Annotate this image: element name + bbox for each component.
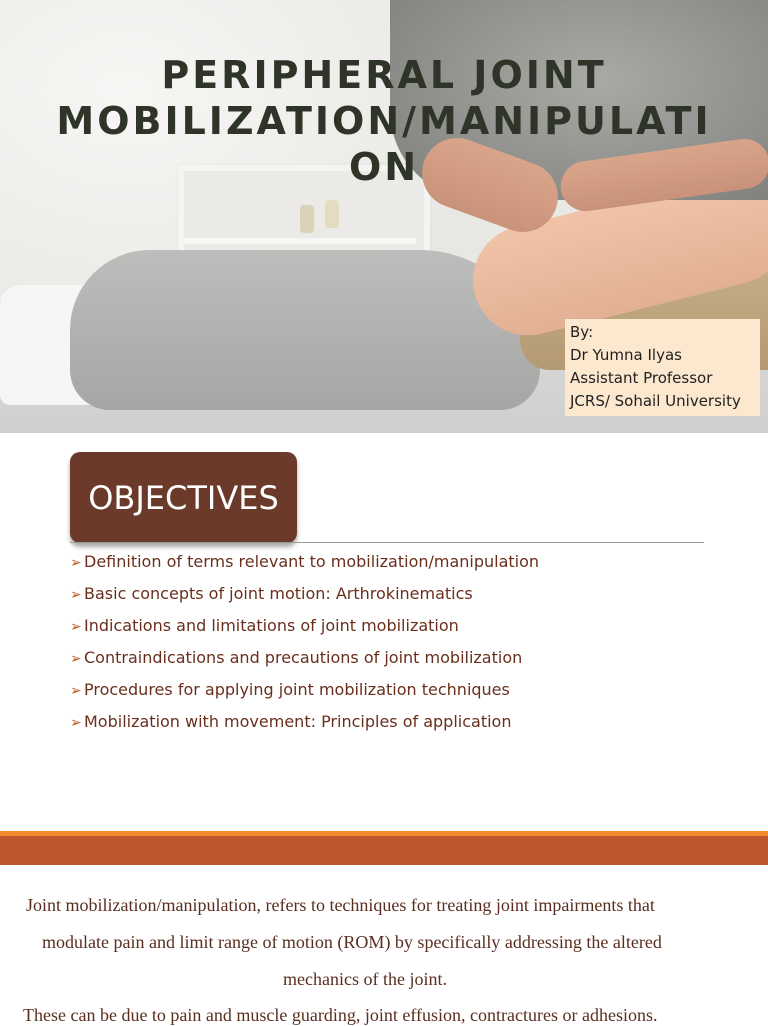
- author-info-box: [565, 319, 760, 416]
- arrow-bullet-icon: ➢: [70, 619, 82, 635]
- list-item: [70, 678, 539, 710]
- definition-line: Joint mobilization/manipulation, refers to techniques for treating joint impairments that: [26, 895, 655, 915]
- author-name: Dr Yumna Ilyas: [570, 346, 682, 364]
- list-item: [70, 710, 539, 742]
- objective-text: Basic concepts of joint motion: Arthrokinematics: [84, 584, 473, 603]
- objective-text: Contraindications and precautions of joint mobilization: [84, 648, 523, 667]
- slide-title-line: ON: [348, 145, 420, 189]
- list-item: [70, 646, 539, 678]
- objectives-heading: OBJECTIVES: [70, 452, 297, 543]
- list-item: [70, 582, 539, 614]
- slide-title-line: PERIPHERAL JOINT: [161, 53, 607, 97]
- definition-line: mechanics of the joint.: [283, 969, 447, 989]
- bottle-image: [325, 200, 339, 228]
- author-role: Assistant Professor: [570, 369, 713, 387]
- arrow-bullet-icon: ➢: [70, 555, 82, 571]
- arrow-bullet-icon: ➢: [70, 683, 82, 699]
- author-affiliation: JCRS/ Sohail University: [570, 392, 741, 410]
- list-item: [70, 614, 539, 646]
- patient-pants: [70, 250, 540, 410]
- definition-slide: [0, 865, 768, 1024]
- definition-line: These can be due to pain and muscle guarding, joint effusion, contractures or adhesions.: [23, 1005, 658, 1025]
- arrow-bullet-icon: ➢: [70, 715, 82, 731]
- author-by-label: By:: [570, 323, 594, 341]
- slide-title-line: MOBILIZATION/MANIPULATI: [56, 99, 712, 143]
- title-slide: [0, 0, 768, 433]
- objective-text: Definition of terms relevant to mobilization/manipulation: [84, 552, 540, 571]
- list-item: [70, 550, 539, 582]
- heading-divider: [70, 542, 704, 543]
- accent-band: [0, 836, 768, 865]
- objectives-list: [70, 550, 539, 742]
- objective-text: Mobilization with movement: Principles of application: [84, 712, 512, 731]
- shelf-divider: [184, 238, 416, 244]
- arrow-bullet-icon: ➢: [70, 651, 82, 667]
- objective-text: Indications and limitations of joint mobilization: [84, 616, 459, 635]
- arrow-bullet-icon: ➢: [70, 587, 82, 603]
- bottle-image: [300, 205, 314, 233]
- definition-line: modulate pain and limit range of motion (ROM) by specifically addressing the altered: [42, 932, 662, 952]
- objective-text: Procedures for applying joint mobilization techniques: [84, 680, 510, 699]
- objectives-slide: [0, 433, 768, 833]
- slide-title: [10, 52, 758, 190]
